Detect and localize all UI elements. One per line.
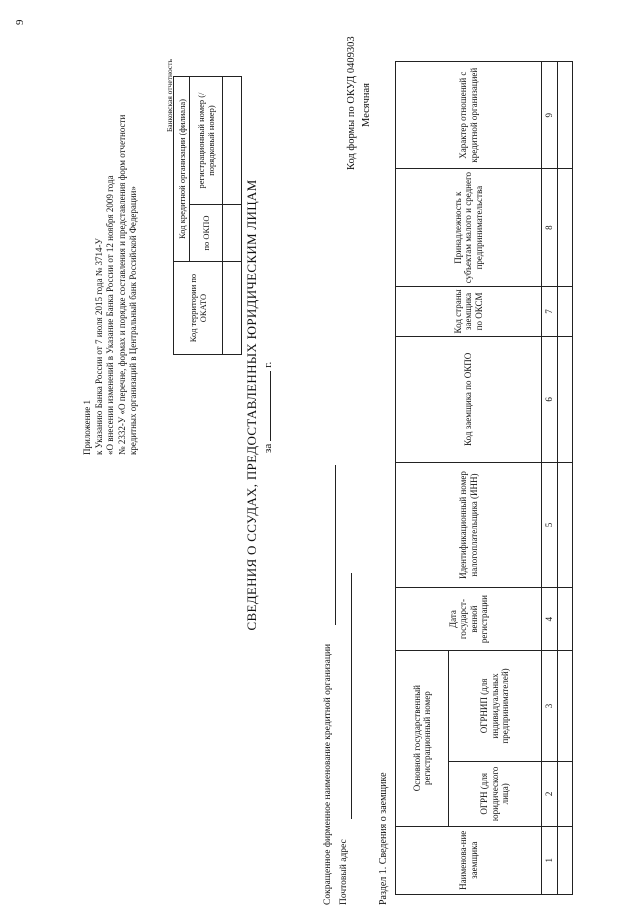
page-number: 9: [14, 19, 26, 25]
codes-table: [173, 76, 242, 355]
period-blank: [270, 371, 271, 441]
table-cell: [558, 826, 573, 894]
bank-report-label: Банковская отчетность: [165, 59, 174, 132]
col-header-sme: Принадлежность к субъектам малого и среднего предпринимательства: [396, 169, 542, 287]
column-number: 4: [542, 588, 558, 650]
postal-address-label: Почтовый адрес: [339, 839, 349, 905]
column-number: 6: [542, 336, 558, 462]
table-row: [558, 62, 573, 895]
appendix-line: «О внесении изменений в Указание Банка России от 12 ноября 2009 года: [105, 175, 115, 455]
appendix-line: № 2332-У «О перечне, формах и порядке составления и представления форм отчетности: [116, 114, 127, 455]
okato-value-cell: [223, 262, 242, 355]
appendix-line: кредитных организаций в Центральный банк Российской Федерации»: [128, 186, 138, 455]
table-cell: [558, 650, 573, 761]
document-title: СВЕДЕНИЯ О ССУДАХ, ПРЕДОСТАВЛЕННЫХ ЮРИДИЧЕСКИМ ЛИЦАМ: [244, 179, 259, 631]
col-header-okpo: Код заемщика по ОКПО: [396, 336, 542, 462]
table-cell: [558, 762, 573, 826]
period-prefix: за: [262, 443, 274, 453]
appendix-header: [82, 75, 140, 455]
okpo-value-cell: [223, 205, 242, 262]
col-header-ogrnip: ОГРНИП (для индивидуальных предпринимателей): [449, 650, 542, 761]
col-header-inn: Идентификационный номер налогоплательщика (ИНН): [396, 462, 542, 588]
table-cell: [558, 588, 573, 650]
table-cell: [558, 336, 573, 462]
section-title: Раздел 1. Сведения о заемщике: [378, 772, 389, 905]
column-number: 9: [542, 62, 558, 169]
column-number-row: [542, 62, 558, 895]
column-number: 8: [542, 169, 558, 287]
reg-number-header: регистрационный номер (/порядковый номер): [190, 77, 223, 205]
col-header-relation: Характер отношений с кредитной организацией: [396, 62, 542, 169]
col-header-reg-date: Дата государст-венной регистрации: [396, 588, 542, 650]
form-code: Код формы по ОКУД 0409303: [346, 36, 357, 170]
org-name-blank: [335, 465, 336, 625]
periodicity: Месячная: [361, 83, 372, 127]
okpo-header: по ОКПО: [190, 205, 223, 262]
org-code-header: Код кредитной организации (филиала): [174, 77, 190, 262]
postal-address-blank: [351, 573, 352, 819]
borrower-table: [395, 61, 573, 895]
table-cell: [558, 169, 573, 287]
org-name-label: Сокращенное фирменное наименование кредитной организации: [323, 643, 333, 905]
table-cell: [558, 286, 573, 336]
report-period: [262, 362, 274, 453]
column-number: 7: [542, 286, 558, 336]
col-header-name: Наименова-ние заемщика: [396, 826, 542, 894]
reg-number-value-cell: [223, 77, 242, 205]
period-suffix: г.: [262, 361, 274, 368]
col-header-ogrn-group: Основной государственный регистрационный номер: [396, 650, 449, 826]
appendix-line: Приложение 1: [82, 399, 92, 455]
col-header-oksm: Код страны заемщика по ОКСМ: [396, 286, 542, 336]
column-number: 1: [542, 826, 558, 894]
okato-header: Код территории по ОКАТО: [174, 262, 223, 355]
table-cell: [558, 462, 573, 588]
column-number: 2: [542, 762, 558, 826]
column-number: 5: [542, 462, 558, 588]
column-number: 3: [542, 650, 558, 761]
col-header-ogrn: ОГРН (для юридического лица): [449, 762, 542, 826]
table-cell: [558, 62, 573, 169]
appendix-line: к Указанию Банка России от 7 июля 2015 года № 3714-У: [93, 238, 104, 455]
